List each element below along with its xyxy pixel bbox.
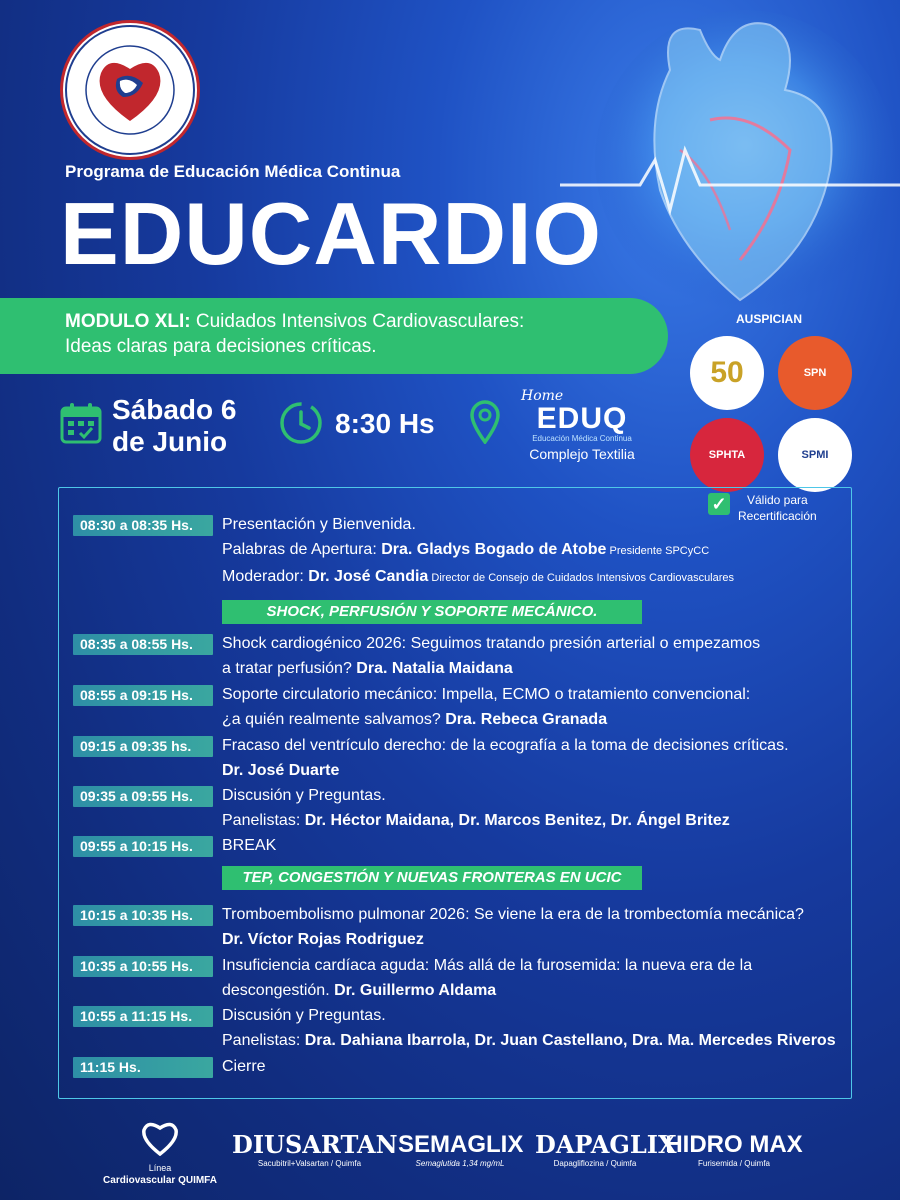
- brand-semaglix-logo: SEMAGLIX Semaglutida 1,34 mg/mL: [398, 1131, 524, 1168]
- brand-dapaglix-logo: DAPAGLIX Dapagliflozina / Quimfa: [535, 1130, 677, 1168]
- check-icon: ✓: [708, 493, 730, 515]
- module-text-line1: Cuidados Intensivos Cardiovasculares:: [190, 311, 525, 332]
- schedule-row: 08:30 a 08:35 Hs. Presentación y Bienvenida. Palabras de Apertura: Dra. Gladys Bogado de Atobe Presidente SPCyCC Moderador: Dr. José Candia Director de Consejo de Cuidados Intensivos Cardiovasculares: [73, 515, 842, 591]
- venue-eduq-logo: Home EDUQ Educación Médica Continua Complejo Textilia: [517, 388, 647, 462]
- page-title: EDUCARDIO: [60, 184, 602, 283]
- schedule-row: 08:35 a 08:55 Hs. Shock cardiogénico 2026: Seguimos tratando presión arterial o empezamos a tratar perfusión? Dra. Natalia Maidana: [73, 634, 842, 681]
- event-date: Sábado 6 de Junio: [112, 394, 237, 458]
- heart-illustration: [560, 0, 900, 330]
- schedule-row: 09:55 a 10:15 Hs. BREAK: [73, 836, 842, 858]
- brand-hidromax-logo: HIDRO MAX Furisemida / Quimfa: [665, 1131, 803, 1168]
- event-time: 8:30 Hs: [335, 408, 435, 439]
- program-label: Programa de Educación Médica Continua: [65, 162, 401, 181]
- sponsor-badge-spmi: SPMI: [778, 418, 852, 492]
- spcycc-seal-logo: [60, 20, 200, 160]
- venue-name: Complejo Textilia: [529, 446, 635, 462]
- seal-emblem-icon: [63, 23, 197, 157]
- calendar-icon: [60, 402, 102, 444]
- schedule-row: 09:35 a 09:55 Hs. Discusión y Preguntas. Panelistas: Dr. Héctor Maidana, Dr. Marcos Benitez, Dr. Ángel Britez: [73, 786, 842, 833]
- section-header-shock: SHOCK, PERFUSIÓN Y SOPORTE MECÁNICO.: [222, 600, 642, 624]
- sponsors-title: AUSPICIAN: [736, 312, 803, 326]
- sponsor-badge-spn: SPN: [778, 336, 852, 410]
- sponsor-badge-50-years: 50: [690, 336, 764, 410]
- module-text-line2: Ideas claras para decisiones críticas.: [65, 335, 377, 357]
- schedule-row: 09:15 a 09:35 hs. Fracaso del ventrículo derecho: de la ecografía a la toma de decisiones críticas. Dr. José Duarte: [73, 736, 842, 783]
- location-pin-icon: [470, 400, 500, 444]
- recertification-badge: ✓ Válido para Recertificación: [708, 493, 817, 524]
- module-label: MODULO XLI:: [65, 311, 191, 332]
- quimfa-heart-icon: [140, 1120, 180, 1156]
- sponsor-badge-sphta: SPHTA: [690, 418, 764, 492]
- clock-icon: [278, 400, 324, 446]
- schedule-row: 10:15 a 10:35 Hs. Tromboembolismo pulmonar 2026: Se viene la era de la trombectomía mecánica? Dr. Víctor Rojas Rodriguez: [73, 905, 842, 952]
- schedule-row: 10:35 a 10:55 Hs. Insuficiencia cardíaca aguda: Más allá de la furosemida: la nueva era de la descongestión. Dr. Guillermo Aldama: [73, 956, 842, 1003]
- schedule-row: 11:15 Hs. Cierre: [73, 1057, 842, 1079]
- module-banner: [0, 298, 668, 374]
- brand-diusartan-logo: DIUSARTAN Sacubitril+Valsartan / Quimfa: [232, 1130, 398, 1168]
- brand-quimfa-logo: Línea Cardiovascular QUIMFA: [95, 1120, 225, 1186]
- section-header-tep: TEP, CONGESTIÓN Y NUEVAS FRONTERAS EN UCIC: [222, 866, 642, 890]
- schedule-row: 08:55 a 09:15 Hs. Soporte circulatorio mecánico: Impella, ECMO o tratamiento convencional: ¿a quién realmente salvamos? Dra. Rebeca Granada: [73, 685, 842, 732]
- schedule-row: 10:55 a 11:15 Hs. Discusión y Preguntas. Panelistas: Dra. Dahiana Ibarrola, Dr. Juan Castellano, Dra. Ma. Mercedes Riveros: [73, 1006, 842, 1053]
